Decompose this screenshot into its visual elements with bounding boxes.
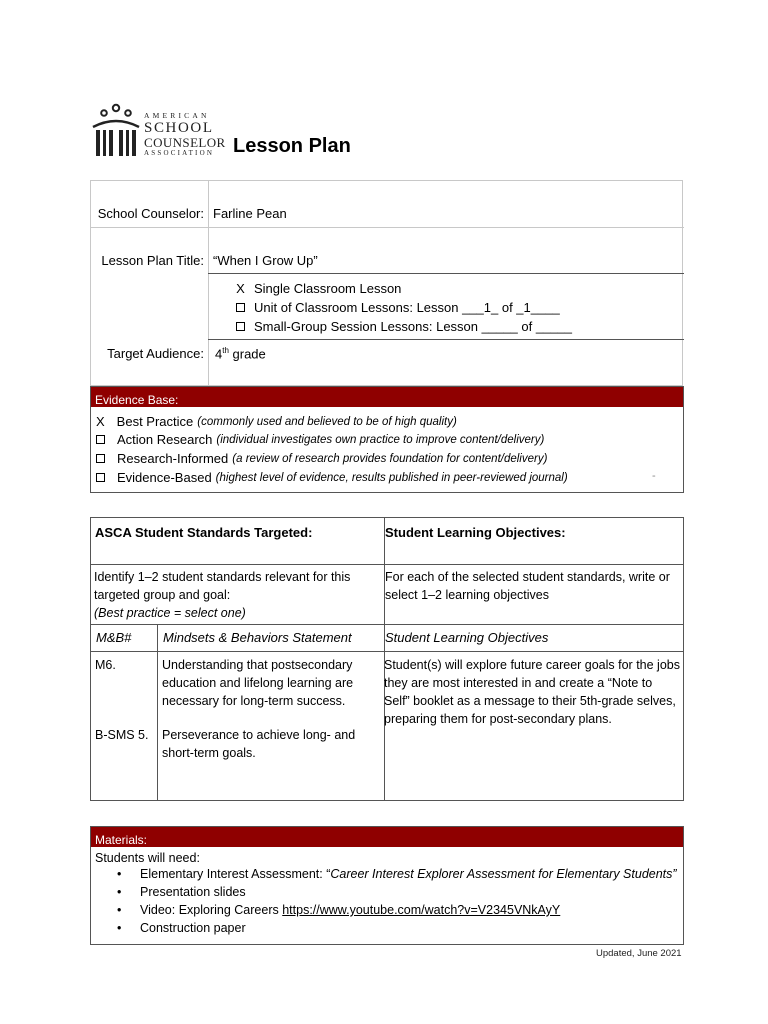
- target-audience-value: [215, 346, 266, 361]
- mb-code-header: M&B#: [96, 630, 132, 645]
- grade-number: 4: [215, 346, 223, 362]
- material-text: Elementary Interest Assessment: “: [140, 867, 331, 881]
- lesson-type-single: [236, 281, 401, 296]
- checked-x-mark: X: [96, 414, 105, 429]
- materials-section: [90, 826, 684, 945]
- asca-columns-icon: [90, 103, 142, 159]
- evidence-item-desc: (individual investigates own practice to improve content/delivery): [216, 433, 545, 446]
- material-text: Construction paper: [140, 921, 246, 935]
- logo-line-3: COUNSELOR: [144, 134, 226, 150]
- materials-list: [91, 865, 677, 937]
- standard-code-bsms5: B-SMS 5.: [95, 728, 149, 742]
- materials-heading: [91, 827, 683, 847]
- row-divider: [91, 624, 683, 625]
- asca-logo-text: [144, 112, 226, 157]
- learning-objective-text: Student(s) will explore future career goals for the jobs they are most interested in and create a “Note to Self” booklet as a message to their 5th-grade selves, preparing them for post-secondary plans.: [384, 658, 680, 726]
- evidence-item-best-practice: [96, 414, 457, 429]
- logo-line-1: AMERICAN: [144, 111, 210, 120]
- evidence-item-desc: (highest level of evidence, results published in peer-reviewed journal): [215, 471, 568, 484]
- school-counselor-value: Farline Pean: [213, 206, 287, 221]
- asca-logo: [90, 103, 230, 159]
- row-divider: [91, 651, 683, 652]
- standard-code-m6: M6.: [95, 658, 116, 672]
- row-divider: [208, 339, 684, 340]
- grade-suffix: th: [222, 346, 229, 355]
- checkbox-empty-icon: [236, 322, 245, 331]
- standards-instructions: [94, 568, 379, 622]
- row-divider: [208, 273, 684, 274]
- grade-word: grade: [228, 346, 266, 362]
- checkbox-empty-icon: [96, 454, 105, 463]
- standards-table: [90, 517, 684, 801]
- school-counselor-label: School Counselor:: [97, 206, 204, 221]
- standard-statement-bsms5: Perseverance to achieve long- and short-term goals.: [162, 728, 356, 760]
- evidence-base-section: [90, 386, 684, 493]
- material-text: Presentation slides: [140, 885, 246, 899]
- lesson-type-label: Unit of Classroom Lessons: Lesson ___1_ of _1____: [254, 300, 560, 315]
- evidence-heading-text: Evidence Base:: [95, 393, 179, 407]
- evidence-item-desc: (a review of research provides foundation for content/delivery): [232, 452, 548, 465]
- lesson-type-unit: [236, 300, 560, 315]
- mb-statement-header: Mindsets & Behaviors Statement: [163, 630, 352, 645]
- objectives-instructions: For each of the selected student standards, write or select 1–2 learning objectives: [385, 570, 670, 602]
- material-item: [91, 919, 677, 937]
- evidence-item-name: Action Research: [117, 432, 213, 447]
- evidence-item-research-informed: [96, 451, 547, 466]
- updated-date: Updated, June 2021: [596, 948, 682, 959]
- material-item: [91, 901, 677, 919]
- lesson-type-label: Single Classroom Lesson: [254, 281, 402, 296]
- trailing-dash: -: [652, 470, 656, 482]
- checked-x-mark: X: [236, 281, 245, 296]
- standard-statement-m6: Understanding that postsecondary education and lifelong learning are necessary for long-term success.: [162, 658, 354, 708]
- material-item: [91, 883, 677, 901]
- material-title: Career Interest Explorer Assessment for Elementary Students”: [330, 867, 677, 881]
- lesson-plan-title-label: Lesson Plan Title:: [101, 253, 204, 268]
- page-title: Lesson Plan: [233, 135, 351, 157]
- checkbox-empty-icon: [96, 473, 105, 482]
- column-divider: [208, 181, 209, 387]
- standards-instruction-note: (Best practice = select one): [94, 606, 246, 620]
- objectives-header: Student Learning Objectives:: [385, 525, 566, 540]
- logo-line-4: ASSOCIATION: [144, 148, 215, 157]
- lesson-type-small-group: [236, 319, 572, 334]
- row-divider: [91, 227, 684, 228]
- evidence-item-name: Best Practice: [116, 414, 194, 429]
- material-item: [91, 865, 677, 883]
- checkbox-empty-icon: [96, 435, 105, 444]
- row-divider: [91, 564, 683, 565]
- standards-header: ASCA Student Standards Targeted:: [95, 525, 313, 540]
- material-text: Video: Exploring Careers: [140, 903, 283, 917]
- target-audience-label: Target Audience:: [107, 346, 204, 361]
- evidence-item-action-research: [96, 432, 544, 447]
- evidence-base-heading: [91, 387, 683, 407]
- materials-heading-text: Materials:: [95, 833, 148, 847]
- lesson-plan-title-value: “When I Grow Up”: [213, 253, 318, 268]
- evidence-item-evidence-based: [96, 470, 568, 485]
- checkbox-empty-icon: [236, 303, 245, 312]
- lesson-info-table: [90, 180, 683, 386]
- standards-instruction-text: Identify 1–2 student standards relevant for this targeted group and goal:: [94, 570, 351, 602]
- materials-intro: Students will need:: [95, 851, 200, 865]
- lesson-type-label: Small-Group Session Lessons: Lesson _____ of _____: [254, 319, 572, 334]
- evidence-item-name: Research-Informed: [117, 451, 229, 466]
- video-link[interactable]: https://www.youtube.com/watch?v=V2345VNkAyY: [282, 903, 561, 917]
- evidence-item-desc: (commonly used and believed to be of high quality): [197, 415, 457, 428]
- slo-header: Student Learning Objectives: [385, 630, 549, 645]
- logo-line-2: SCHOOL: [144, 119, 214, 136]
- evidence-item-name: Evidence-Based: [117, 470, 212, 485]
